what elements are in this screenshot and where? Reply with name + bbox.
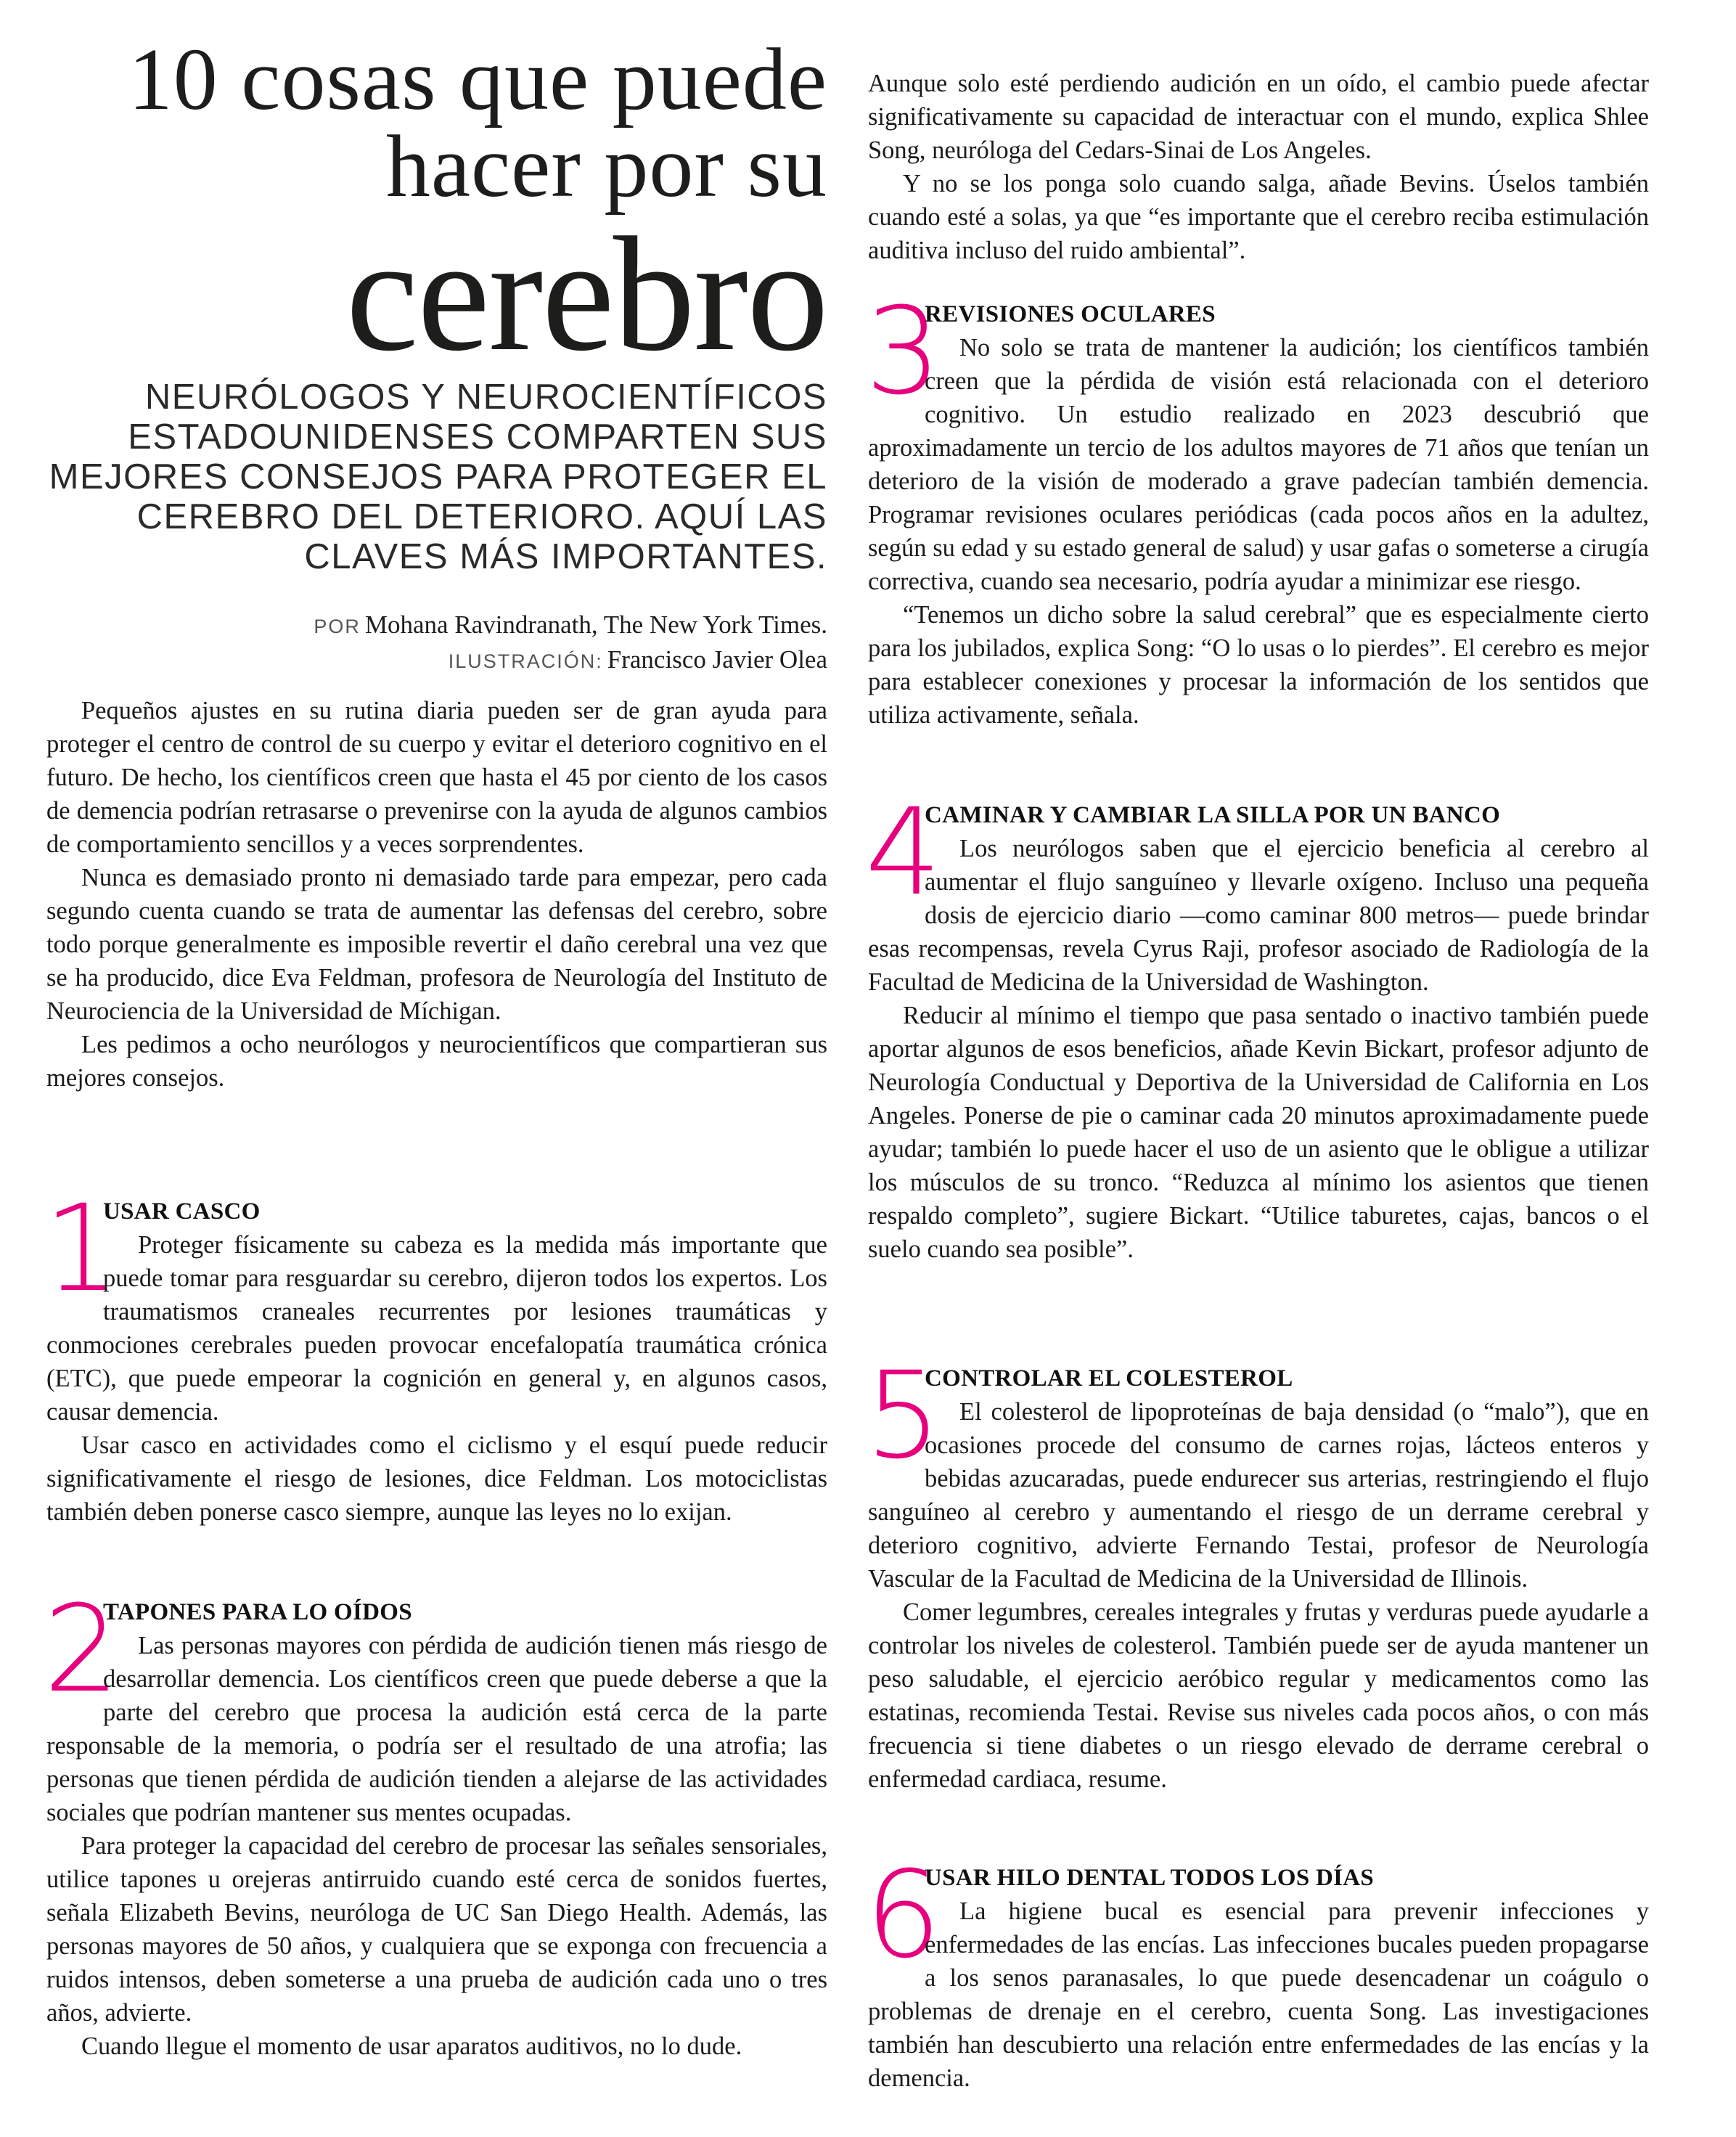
section-paragraph: El colesterol de lipoproteínas de baja densidad (o “malo”), que en ocasiones procede del consumo de carnes rojas, lácteos enteros y bebidas azucaradas, puede endurecer sus arterias, restringiendo el flujo sanguíneo al cerebro y aumentando el riesgo de un derrame cerebral y deterioro cognitivo, advierte Fernando Testai, profesor de Neurología Vascular de la Facultad de Medicina de la Universidad de Illinois. bbox=[868, 1398, 1649, 1593]
section-number: 2 bbox=[44, 1580, 120, 1719]
section-2 bbox=[44, 1580, 827, 2063]
article-title bbox=[46, 30, 827, 385]
section-heading: USAR HILO DENTAL TODOS LOS DÍAS bbox=[925, 1865, 1375, 1891]
section-number: 3 bbox=[865, 282, 941, 421]
illustration-credit bbox=[46, 643, 827, 678]
section-heading: CAMINAR Y CAMBIAR LA SILLA POR UN BANCO bbox=[925, 802, 1501, 828]
intro-block bbox=[46, 694, 827, 1095]
section-paragraph: Reducir al mínimo el tiempo que pasa sentado o inactivo también puede aportar algunos de esos beneficios, añade Kevin Bickart, profesor adjunto de Neurología Conductual y Deportiva de la Universidad de California en Los Angeles. Ponerse de pie o caminar cada 20 minutos aproximadamente puede ayudar; también lo puede hacer el uso de un asiento que le obligue a utilizar los músculos de su tronco. “Reduzca al mínimo los asientos que tienen respaldo completo”, sugiere Bickart. “Utilice taburetes, cajas, bancos o el suelo cuando sea posible”. bbox=[868, 1002, 1649, 1263]
section-number: 6 bbox=[865, 1845, 941, 1985]
section-heading: USAR CASCO bbox=[103, 1198, 261, 1225]
section-2-continuation bbox=[868, 67, 1649, 267]
section-1 bbox=[44, 1179, 827, 1529]
section-number: 4 bbox=[865, 783, 941, 922]
section-paragraph: Usar casco en actividades como el ciclismo y el esquí puede reducir significativamente el riesgo de lesiones, dice Feldman. Los motociclistas también deben ponerse casco siempre, aunque las leyes no lo exijan. bbox=[46, 1431, 827, 1526]
section-paragraph: Para proteger la capacidad del cerebro de procesar las señales sensoriales, utilice tapones u orejeras antirruido cuando esté cerca de sonidos fuertes, señala Elizabeth Bevins, neuróloga de UC San Diego Health. Además, las personas mayores de 50 años, y cualquiera que se exponga con frecuencia a ruidos intensos, deben someterse a una prueba de audición cada uno o tres años, advierte. bbox=[46, 1832, 827, 2027]
section-paragraph: Proteger físicamente su cabeza es la medida más importante que puede tomar para resguardar su cerebro, dijeron todos los expertos. Los traumatismos craneales recurrentes por lesiones traumáticas y conmociones cerebrales pueden provocar encefalopatía traumática crónica (ETC), que puede empeorar la cognición en general y, en algunos casos, causar demencia. bbox=[46, 1231, 827, 1426]
title-big-word: cerebro bbox=[345, 203, 827, 385]
section-paragraph: Y no se los ponga solo cuando salga, añade Bevins. Úselos también cuando esté a solas, ya que “es importante que el cerebro reciba estimulación auditiva incluso del ruido ambiental”. bbox=[868, 170, 1649, 264]
section-5 bbox=[865, 1346, 1649, 1796]
byline-label: POR bbox=[314, 616, 361, 637]
intro-paragraph: Nunca es demasiado pronto ni demasiado tarde para empezar, pero cada segundo cuenta cuando se trata de aumentar las defensas del cerebro, sobre todo porque generalmente es imposible revertir el daño cerebral una vez que se ha producido, dice Eva Feldman, profesora de Neurología del Instituto de Neurociencia de la Universidad de Míchigan. bbox=[46, 864, 827, 1025]
title-line-1: 10 cosas que puede bbox=[128, 30, 827, 128]
section-heading: CONTROLAR EL COLESTEROL bbox=[925, 1365, 1293, 1392]
section-heading: REVISIONES OCULARES bbox=[925, 301, 1216, 327]
section-paragraph: Los neurólogos saben que el ejercicio beneficia al cerebro al aumentar el flujo sanguíneo y llevarle oxígeno. Incluso una pequeña dosis de ejercicio diario —como caminar 800 metros— puede brindar esas recompensas, revela Cyrus Raji, profesor asociado de Radiología de la Facultad de Medicina de la Universidad de Washington. bbox=[868, 835, 1649, 996]
article-dek: NEURÓLOGOS Y NEUROCIENTÍFICOS ESTADOUNIDENSES COMPARTEN SUS MEJORES CONSEJOS PARA PROTEGER EL CEREBRO DEL DETERIORO. AQUÍ LAS CLAVES MÁS IMPORTANTES. bbox=[49, 377, 827, 576]
title-line-2: hacer por su bbox=[385, 118, 827, 216]
section-number: 1 bbox=[44, 1179, 120, 1318]
byline bbox=[46, 608, 827, 643]
section-paragraph: Comer legumbres, cereales integrales y frutas y verduras puede ayudarle a controlar los niveles de colesterol. También puede ser de ayuda mantener un peso saludable, el ejercicio aeróbico regular y medicamentos como las estatinas, recomienda Testai. Revise sus niveles cada pocos años, o con más frecuencia si tiene diabetes o un riesgo elevado de derrame cerebral o enfermedad cardiaca, resume. bbox=[868, 1598, 1649, 1793]
section-paragraph: No solo se trata de mantener la audición; los científicos también creen que la pérdida de visión está relacionada con el deterioro cognitivo. Un estudio realizado en 2023 descubrió que aproximadamente un tercio de los adultos mayores de 71 años que tenían un deterioro de la visión de moderado a grave padecían también demencia. Programar revisiones oculares periódicas (cada pocos años en la adultez, según su edad y su estado general de salud) y usar gafas o someterse a cirugía correctiva, cuando sea necesario, podría ayudar a minimizar ese riesgo. bbox=[868, 334, 1649, 595]
section-3 bbox=[865, 282, 1649, 732]
illustrator-name: Francisco Javier Olea bbox=[607, 645, 827, 674]
illustration-label: ILUSTRACIÓN: bbox=[448, 650, 603, 672]
section-number: 5 bbox=[865, 1346, 941, 1485]
section-paragraph: La higiene bucal es esencial para prevenir infecciones y enfermedades de las encías. Las infecciones bucales pueden propagarse a los senos paranasales, lo que puede desencadenar un coágulo o problemas de drenaje en el cerebro, cuenta Song. Las investigaciones también han descubierto una relación entre enfermedades de las encías y la demencia. bbox=[868, 1897, 1649, 2092]
intro-paragraph: Les pedimos a ocho neurólogos y neurocientíficos que compartieran sus mejores consejos. bbox=[46, 1031, 827, 1092]
section-paragraph: “Tenemos un dicho sobre la salud cerebral” que es especialmente cierto para los jubilados, explica Song: “O lo usas o lo pierdes”. El cerebro es mejor para establecer conexiones y procesar la información de los sentidos que utiliza activamente, señala. bbox=[868, 601, 1649, 729]
section-paragraph: Las personas mayores con pérdida de audición tienen más riesgo de desarrollar demencia. Los científicos creen que puede deberse a que la parte del cerebro que procesa la audición está cerca de la parte responsable de la memoria, o podría ser el resultado de una atrofia; las personas que tienen pérdida de audición tienden a alejarse de las actividades sociales que podrían mantener sus mentes ocupadas. bbox=[46, 1632, 827, 1826]
section-paragraph: Cuando llegue el momento de usar aparatos auditivos, no lo dude. bbox=[81, 2032, 742, 2060]
byline-author: Mohana Ravindranath, The New York Times. bbox=[364, 610, 827, 639]
section-4 bbox=[865, 783, 1649, 1266]
section-6 bbox=[865, 1845, 1649, 2095]
section-paragraph: Aunque solo esté perdiendo audición en un oído, el cambio puede afectar significativamente su capacidad de interactuar con el mundo, explica Shlee Song, neuróloga del Cedars-Sinai de Los Angeles. bbox=[868, 70, 1649, 164]
section-heading: TAPONES PARA LO OÍDOS bbox=[103, 1599, 412, 1625]
article-credits bbox=[46, 608, 827, 678]
intro-paragraph: Pequeños ajustes en su rutina diaria pueden ser de gran ayuda para proteger el centro de control de su cuerpo y evitar el deterioro cognitivo en el futuro. De hecho, los científicos creen que hasta el 45 por ciento de los casos de demencia podrían retrasarse o prevenirse con la ayuda de algunos cambios de comportamiento sencillos y a veces sorprendentes. bbox=[46, 697, 827, 858]
